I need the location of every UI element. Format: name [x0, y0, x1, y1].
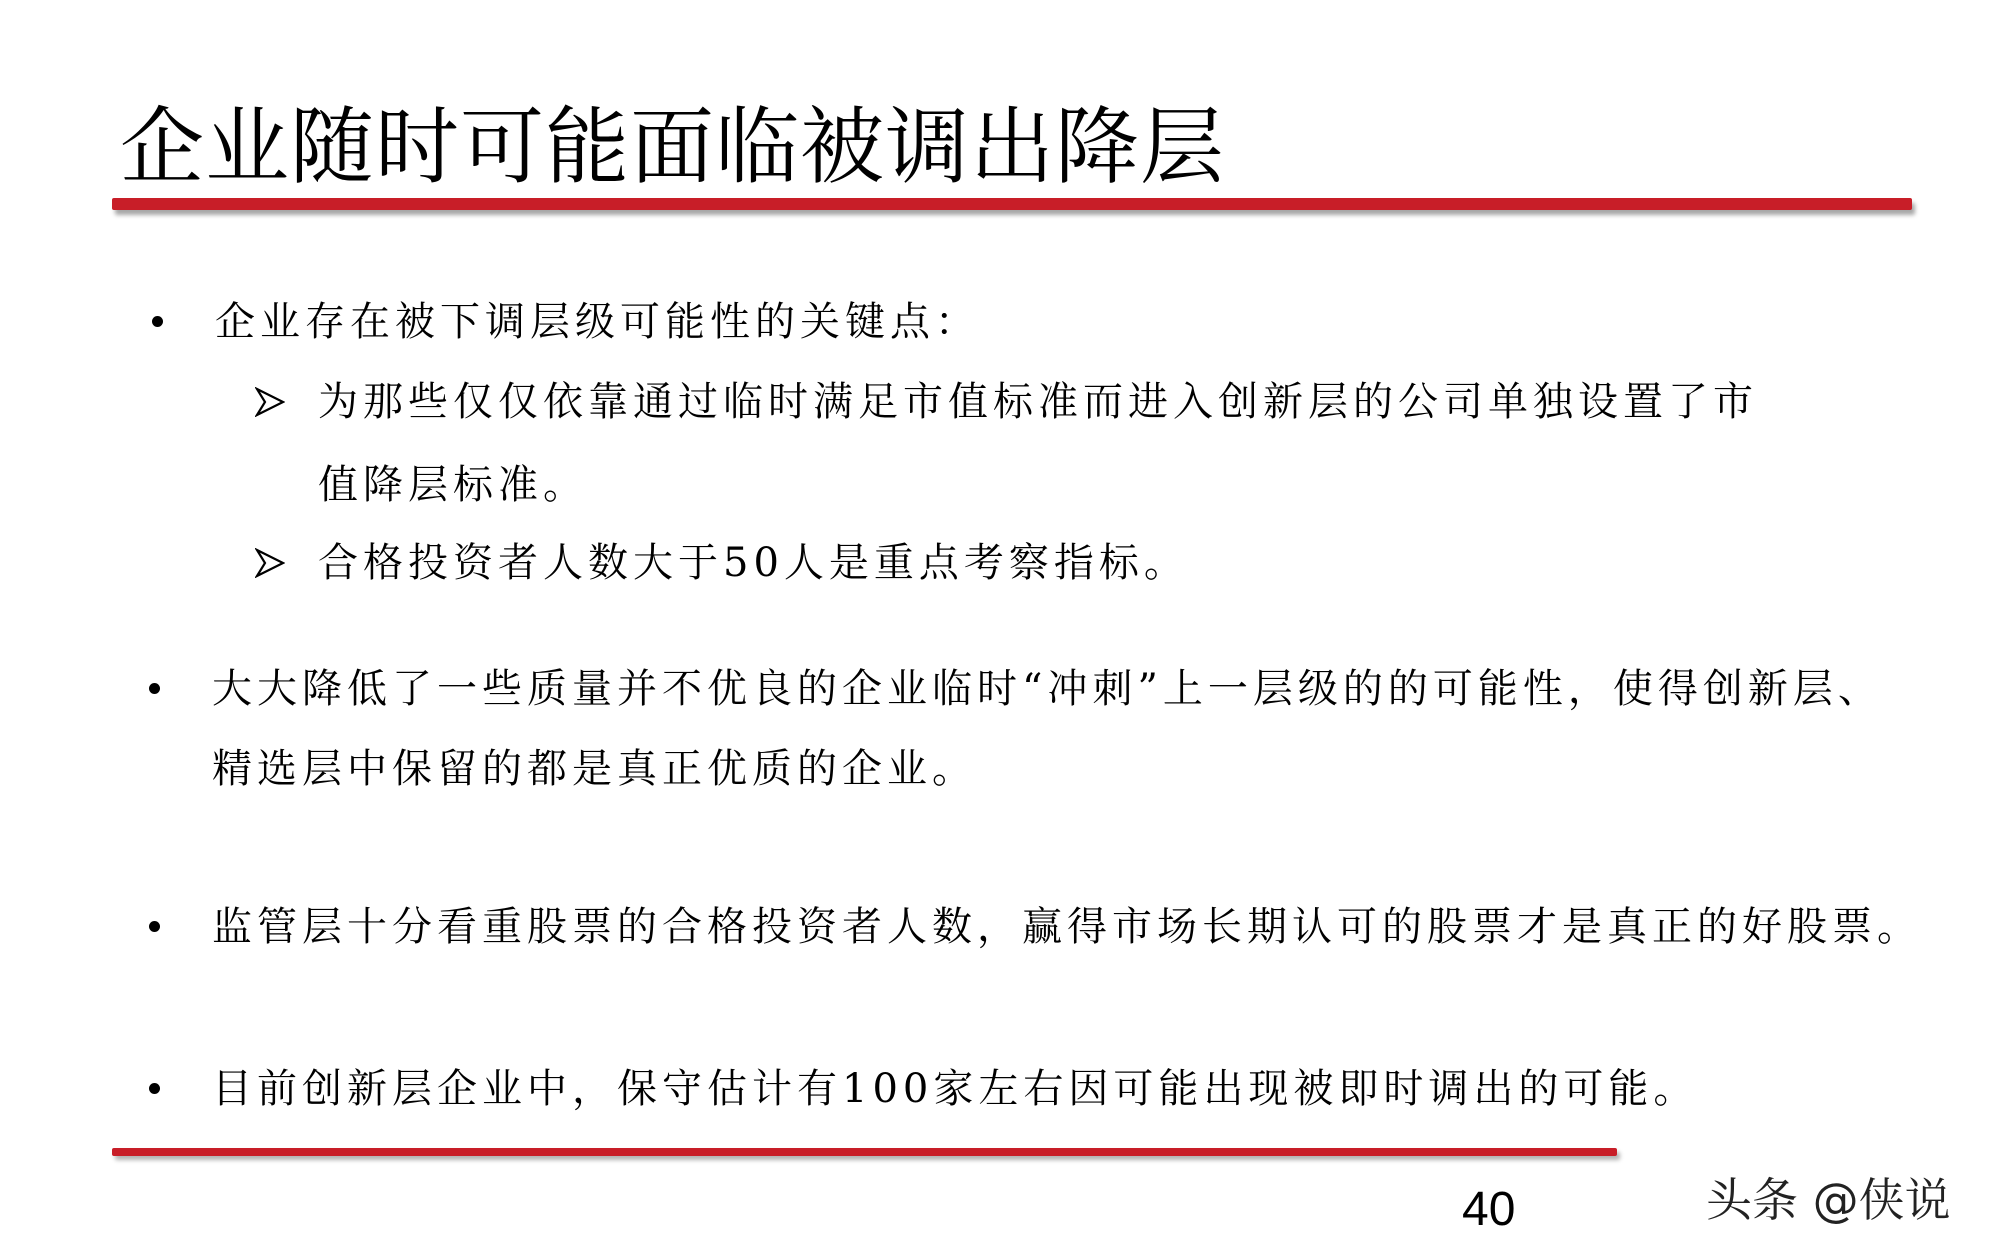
bullet-4-text: 目前创新层企业中，保守估计有100家左右因可能出现被即时调出的可能。	[212, 1066, 1699, 1112]
bullet-dot-icon	[149, 1083, 160, 1094]
bullet-dot-icon	[149, 921, 160, 932]
arrowhead-icon	[255, 548, 285, 578]
title-underline	[112, 198, 1912, 210]
bullet-2-line-1: 大大降低了一些质量并不优良的企业临时“冲刺”上一层级的的可能性，使得创新层、	[212, 666, 1883, 712]
bullet-dot-icon	[152, 316, 163, 327]
sub-bullet-1-line-2: 值降层标准。	[318, 462, 588, 508]
page-title: 企业随时可能面临被调出降层	[120, 98, 1226, 196]
page-number: 40	[1462, 1183, 1516, 1236]
bullet-1-text: 企业存在被下调层级可能性的关键点：	[215, 299, 980, 345]
watermark: 头条 @侠说	[1706, 1173, 1951, 1227]
bullet-dot-icon	[149, 683, 160, 694]
arrowhead-icon	[255, 387, 285, 417]
sub-bullet-2-text: 合格投资者人数大于50人是重点考察指标。	[318, 540, 1189, 586]
bullet-2-line-2: 精选层中保留的都是真正优质的企业。	[212, 746, 977, 792]
bullet-3-text: 监管层十分看重股票的合格投资者人数，赢得市场长期认可的股票才是真正的好股票。	[212, 904, 1922, 950]
footer-rule	[112, 1148, 1617, 1156]
sub-bullet-1-line-1: 为那些仅仅依靠通过临时满足市值标准而进入创新层的公司单独设置了市	[318, 379, 1758, 425]
